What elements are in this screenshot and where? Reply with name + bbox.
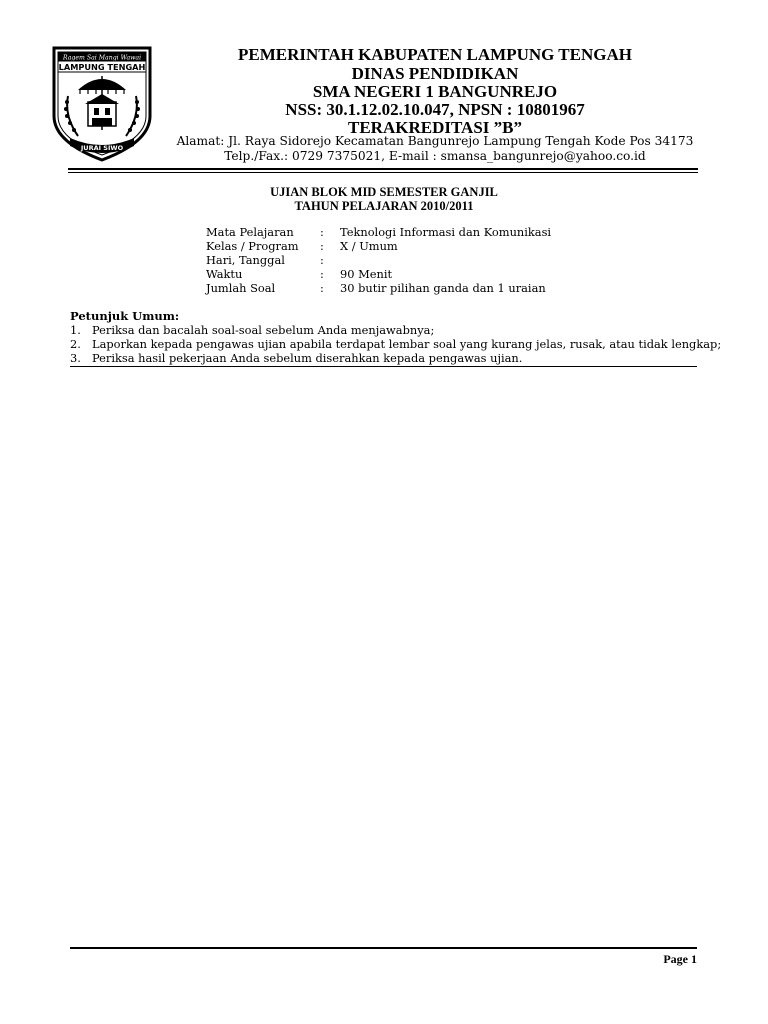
letterhead-school: SMA NEGERI 1 BANGUNREJO: [312, 82, 558, 101]
instruction-text: Laporkan kepada pengawas ujian apabila terdapat lembar soal yang kurang jelas, rusak, atau tidak lengkap;: [92, 337, 722, 351]
exam-title: UJIAN BLOK MID SEMESTER GANJIL: [270, 185, 498, 199]
letterhead-address: Alamat: Jl. Raya Sidorejo Kecamatan Bangunrejo Lampung Tengah Kode Pos 34173: [176, 134, 694, 148]
instruction-text: Periksa hasil pekerjaan Anda sebelum diserahkan kepada pengawas ujian.: [92, 351, 523, 365]
info-colon: :: [320, 225, 324, 239]
letterhead-government: PEMERINTAH KABUPATEN LAMPUNG TENGAH: [237, 45, 632, 64]
letterhead-nss-npsn: NSS: 30.1.12.02.10.047, NPSN : 10801967: [285, 100, 585, 119]
letterhead-office: DINAS PENDIDIKAN: [351, 64, 519, 83]
instruction-number: 2.: [70, 337, 81, 351]
page-number: Page 1: [663, 952, 697, 966]
info-colon: :: [320, 281, 324, 295]
logo-ribbon-text: JURAI SIWO: [80, 144, 124, 152]
regency-emblem-logo: [52, 46, 152, 162]
info-colon: :: [320, 267, 324, 281]
instruction-text: Periksa dan bacalah soal-soal sebelum Anda menjawabnya;: [92, 323, 435, 337]
logo-motto-text: Ragem Sai Mangi Wawai: [62, 54, 142, 62]
info-value: X / Umum: [340, 239, 398, 253]
info-label: Kelas / Program: [206, 239, 299, 253]
logo-banner-text: LAMPUNG TENGAH: [58, 62, 146, 72]
info-label: Jumlah Soal: [206, 281, 276, 295]
info-value: 30 butir pilihan ganda dan 1 uraian: [340, 281, 546, 295]
info-colon: :: [320, 253, 324, 267]
instructions-divider: [70, 366, 697, 367]
instruction-number: 3.: [70, 351, 81, 365]
letterhead-accreditation: TERAKREDITASI ”B”: [348, 118, 522, 137]
info-colon: :: [320, 239, 324, 253]
letterhead-contact: Telp./Fax.: 0729 7375021, E-mail : smansa_bangunrejo@yahoo.co.id: [224, 149, 646, 163]
info-label: Mata Pelajaran: [206, 225, 294, 239]
info-value: 90 Menit: [340, 267, 393, 281]
footer-divider: [70, 947, 697, 949]
letterhead-divider-thick: [68, 168, 698, 170]
info-label: Waktu: [206, 267, 243, 281]
exam-subtitle: TAHUN PELAJARAN 2010/2011: [294, 199, 474, 213]
info-value: Teknologi Informasi dan Komunikasi: [340, 225, 552, 239]
letterhead-divider-thin: [68, 172, 698, 173]
info-label: Hari, Tanggal: [206, 253, 285, 267]
instruction-number: 1.: [70, 323, 81, 337]
instructions-heading: Petunjuk Umum:: [70, 309, 180, 323]
